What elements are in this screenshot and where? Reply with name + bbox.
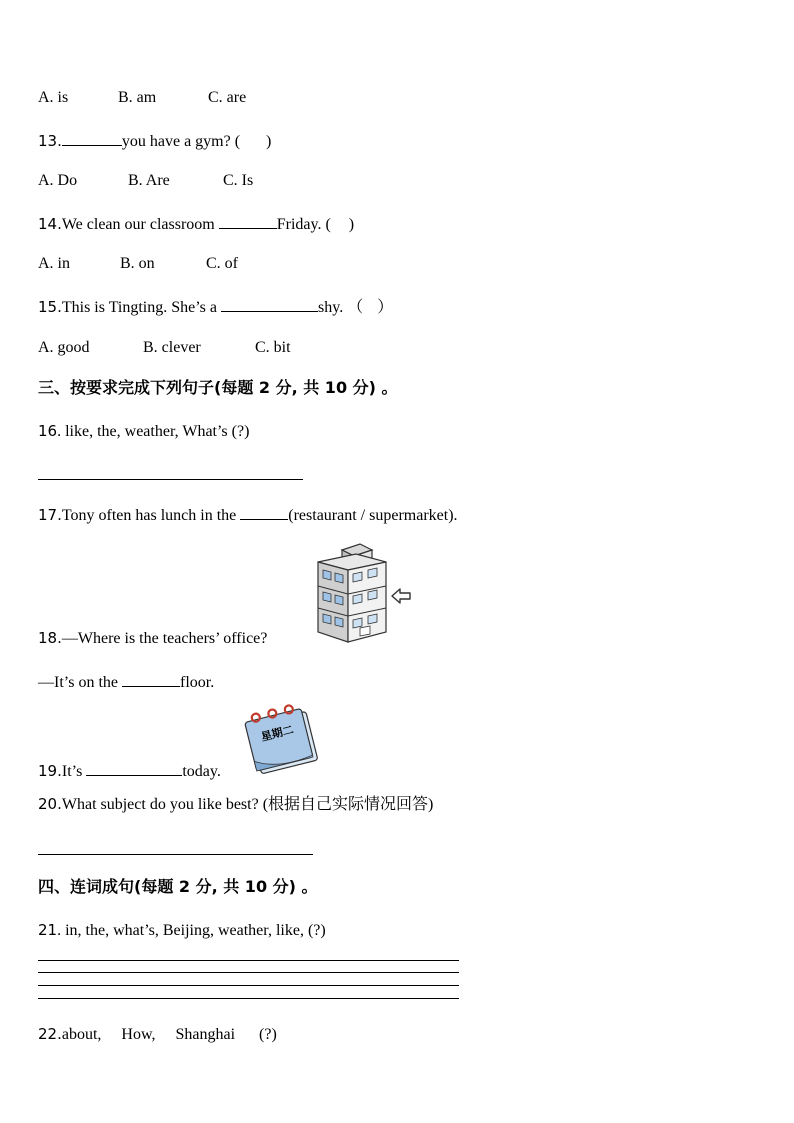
question-16 [38, 421, 249, 442]
q12-option-a[interactable]: A. is [38, 89, 69, 106]
question-14 [38, 213, 354, 235]
answer-text-end: floor. [180, 674, 215, 691]
answer-blank[interactable] [62, 130, 122, 146]
q13-options [38, 171, 253, 191]
question-18-answer [38, 671, 214, 693]
building-icon [312, 540, 416, 646]
question-17 [38, 504, 458, 526]
question-number: 21 [38, 921, 58, 939]
answer-text: —It’s on the [38, 674, 122, 691]
q21-answer-line-1[interactable] [38, 960, 459, 961]
question-tail: ) [266, 133, 272, 150]
q13-option-a[interactable]: A. Do [38, 172, 78, 189]
question-text: This is Tingting. She’s a [61, 299, 222, 316]
question-text: . in, the, what’s, Beijing, weather, like, (?) [57, 922, 326, 939]
q13-option-b[interactable]: B. Are [128, 172, 170, 189]
q21-answer-line-2[interactable] [38, 972, 459, 973]
question-text: We clean our classroom [61, 216, 219, 233]
answer-blank[interactable] [240, 504, 288, 520]
q14-options [38, 254, 238, 274]
q20-answer-line[interactable] [38, 854, 313, 855]
q16-answer-line[interactable] [38, 479, 303, 480]
question-number: 16 [38, 422, 58, 440]
answer-blank[interactable] [122, 671, 180, 687]
q15-option-c[interactable]: C. bit [255, 339, 291, 356]
q14-option-a[interactable]: A. in [38, 255, 70, 272]
question-text: about, How, Shanghai (?) [61, 1026, 277, 1043]
q13-option-c[interactable]: C. Is [223, 172, 254, 189]
q15-options [38, 338, 291, 358]
section-3-heading: 三、按要求完成下列句子(每题 2 分, 共 10 分) 。 [38, 378, 398, 397]
q12-option-c[interactable]: C. are [208, 89, 247, 106]
question-18 [38, 628, 267, 649]
q12-option-b[interactable]: B. am [118, 89, 157, 106]
answer-blank[interactable] [221, 296, 318, 312]
section-4-heading: 四、连词成句(每题 2 分, 共 10 分) 。 [38, 877, 318, 896]
question-number: 20. [38, 795, 62, 813]
question-text-end: today. [182, 763, 221, 780]
question-number: 13. [38, 132, 62, 150]
calendar-icon [242, 702, 324, 776]
question-text: It’s [61, 763, 87, 780]
question-text-end: Friday. ( [276, 216, 331, 233]
q21-answer-line-4[interactable] [38, 998, 459, 999]
question-number: 14. [38, 215, 62, 233]
answer-blank[interactable] [219, 213, 277, 229]
question-text: . like, the, weather, What’s (?) [57, 423, 250, 440]
question-text: Tony often has lunch in the [61, 507, 241, 524]
question-text: —Where is the teachers’ office? [61, 630, 268, 647]
question-number: 17. [38, 506, 62, 524]
question-text-end: shy. （ [318, 299, 364, 316]
question-number: 18. [38, 629, 62, 647]
question-19 [38, 760, 221, 782]
question-tail: ) [348, 216, 355, 233]
answer-blank[interactable] [86, 760, 182, 776]
question-text: What subject do you like best? (根据自己实际情况回答) [61, 796, 434, 813]
q21-answer-line-3[interactable] [38, 985, 459, 986]
q15-option-a[interactable]: A. good [38, 339, 90, 356]
question-21 [38, 920, 326, 941]
question-number: 19. [38, 762, 62, 780]
question-number: 15. [38, 298, 62, 316]
q14-option-b[interactable]: B. on [120, 255, 155, 272]
question-22 [38, 1024, 277, 1045]
question-15 [38, 296, 393, 318]
question-number: 22. [38, 1025, 62, 1043]
question-13 [38, 130, 271, 152]
question-20 [38, 794, 433, 815]
q14-option-c[interactable]: C. of [206, 255, 238, 272]
question-text: you have a gym? ( [121, 133, 241, 150]
calendar-weekday-label: 星期二 [259, 723, 295, 744]
question-tail: ） [377, 299, 394, 316]
question-text-end: (restaurant / supermarket). [288, 507, 458, 524]
q12-options [38, 88, 246, 108]
q15-option-b[interactable]: B. clever [143, 339, 201, 356]
